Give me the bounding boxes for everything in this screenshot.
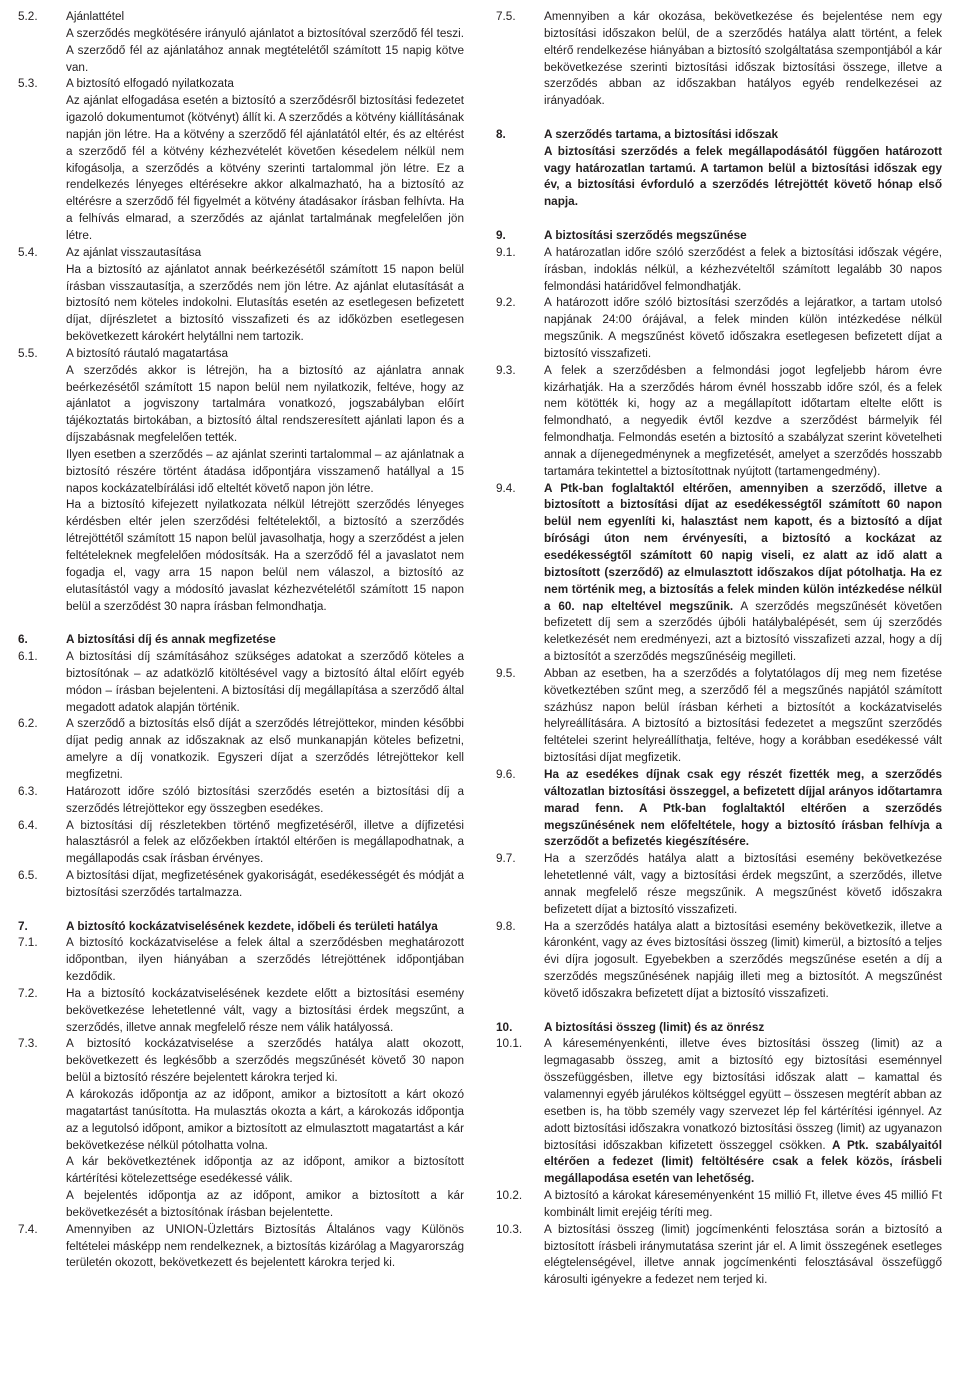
section-title: A biztosítási szerződés megszűnése bbox=[544, 228, 747, 242]
item-number: 6.2. bbox=[18, 717, 38, 731]
item-number: 7.4. bbox=[18, 1222, 38, 1236]
item-text: Ha a biztosító kockázatviselésének kezdete előtt a biztosítási esemény bekövetkezése lehetetlenné vált, vagy a biztosítási érdek megszűnt, a szerződés, illetve annak megfelelő része nem válik hatályossá. bbox=[66, 986, 464, 1034]
section-8 bbox=[496, 127, 942, 211]
item-10-1 bbox=[496, 1036, 942, 1188]
section-number: 7. bbox=[18, 919, 28, 933]
item-9-7 bbox=[496, 851, 942, 918]
item-7-5 bbox=[496, 9, 942, 110]
item-number: 9.8. bbox=[496, 919, 516, 933]
section-number: 6. bbox=[18, 633, 28, 647]
paragraph: Ha a biztosító kifejezett nyilatkozata nélkül létrejött szerződés lényeges kérdésben eltér jelen szerződési feltételektől, a biztosító a szerződés létrejöttétől számított 15 napon belül javasolhatja, hogy a szerződést a jelen feltételeknek megfelelően módosítsák. Ha a szerződő fél a javaslatot nem fogadja el, vagy arra 15 napon belül nem válaszol, a biztosító az elutasítástól vagy a módosító javaslat kézhezvételétől számított 15 napon belül a szerződést 30 napra írásban felmondhatja. bbox=[66, 498, 464, 613]
item-9-8 bbox=[496, 919, 942, 1003]
item-text: A szerződés megszűnését követően befizetett díj sem a szerződés újbóli hatálybalépését, sem új szerződés keletkezését nem eredményezi, azt a biztosító visszafizeti azzal, hogy a díj a biztosítót a szerződés megszűnéséig megilleti. bbox=[544, 599, 942, 664]
item-7-3 bbox=[18, 1036, 464, 1221]
item-6-3 bbox=[18, 784, 464, 818]
section-number: 5.3. bbox=[18, 77, 38, 91]
item-6-4 bbox=[18, 818, 464, 869]
item-10-3 bbox=[496, 1222, 942, 1289]
section-number: 9. bbox=[496, 228, 506, 242]
bold-text: A Ptk. szabályaitól eltérően a fedezet (limit) feltöltésére csak a felek közös, írásbeli megállapodása esetén van lehetőség. bbox=[544, 1138, 943, 1186]
section-title: A szerződés tartama, a biztosítási időszak bbox=[544, 127, 778, 141]
item-number: 9.5. bbox=[496, 666, 516, 680]
bold-text: A Ptk-ban foglaltaktól eltérően a szerződés megszűnésének nem előfeltétele, hogy a biztosító írásban felhívja a szerződőt a befizetés kiegészítésére. bbox=[544, 801, 942, 849]
item-text: A biztosító kockázatviselése a felek által a szerződésben meghatározott időpontban, ilyen hiányában a szerződés létrejöttének időpontjában kezdődik. bbox=[66, 936, 464, 984]
item-9-4 bbox=[496, 481, 942, 666]
item-7-4 bbox=[18, 1222, 464, 1273]
item-text: A biztosítási díjat, megfizetésének gyakoriságát, esedékességét és módját a biztosítási szerződés tartalmazza. bbox=[66, 869, 464, 899]
section-5-4 bbox=[18, 245, 464, 346]
item-text: Amennyiben az UNION-Üzlettárs Biztosítás Általános vagy Különös feltételei másképp nem rendelkeznek, a biztosítás kizárólag a Magyarország területén okozott, bekövetkezett és bejelentett károkra terjed ki. bbox=[66, 1222, 464, 1270]
item-text: A határozott időre szóló biztosítási szerződés a lejáratkor, a tartam utolsó napjának 24:00 órájával, a felek minden külön intézkedése nélkül megszűnik. A megszűnést követő időszakra esetlegesen befizetett díjat a biztosító visszafizeti. bbox=[544, 296, 942, 360]
section-number: 8. bbox=[496, 127, 506, 141]
paragraph: A biztosítási szerződés a felek megállapodásától függően határozott vagy határozatlan tartamú. A tartamon belül a biztosítási időszak egy év, a biztosítási évforduló a szerződés létrejöttét követő hónap első napja. bbox=[544, 144, 942, 209]
item-number: 9.4. bbox=[496, 481, 516, 495]
section-6-heading bbox=[18, 632, 464, 649]
section-7-heading bbox=[18, 919, 464, 936]
item-text: Határozott időre szóló biztosítási szerződés esetén a biztosítási díj a szerződés létrejöttekor egy összegben esedékes. bbox=[66, 784, 464, 815]
item-7-1 bbox=[18, 935, 464, 986]
section-10-heading bbox=[496, 1020, 942, 1037]
section-number: 5.2. bbox=[18, 10, 38, 23]
item-number: 9.1. bbox=[496, 245, 516, 259]
item-6-5 bbox=[18, 868, 464, 902]
item-text: Amennyiben a kár okozása, bekövetkezése és bejelentése nem egy biztosítási időszakon belül, de a szerződés hatálya alatt történt, a felek eltérő rendelkezése hiányában a biztosító szolgáltatása szempontjából a kár bekövetkezése szerinti biztosítási időszak biztosítási összege, illetve a szerződés abban az időszakban hatályos egyéb rendelkezései az irányadóak. bbox=[544, 10, 942, 108]
item-text: A felek a szerződésben a felmondási jogot legfeljebb három évre kizárhatják. Ha a szerződés három évnél hosszabb időre szól, és a felek nem kötötték ki, hogy az a megállapított időtartam eltelte előtt is felmondható, a negyedik évtől kezdve a szerződést bármelyik fél felmondhatja. Felmondás esetén a biztosító a szabályzat szerint követelheti annak a díjenegedménynek a megfizetését, amelyet a szerződés hosszabb tartamára tekintettel a biztosítottnak nyújtott (tartamengedmény). bbox=[544, 363, 942, 478]
item-number: 7.5. bbox=[496, 10, 516, 23]
item-text: A bejelentés időpontja az az időpont, amikor a biztosított a kár bekövetkezését a biztosítónak írásban bejelentette. bbox=[66, 1189, 464, 1219]
left-column bbox=[18, 9, 464, 1272]
item-9-6 bbox=[496, 767, 942, 851]
item-text: A határozatlan időre szóló szerződést a felek a biztosítási időszak végére, írásban, indoklás nélkül, a kézhezvételtől számított legalább 30 napos felmondási határidővel felmondhatják. bbox=[544, 245, 942, 293]
section-5-5 bbox=[18, 346, 464, 616]
item-number: 10.2. bbox=[496, 1189, 523, 1203]
bold-text: Ha az esedékes díjnak csak egy részét fizették meg, a szerződés változatlan biztosítási összeggel, a befizetett díjjal arányos időtartamra marad fenn. bbox=[544, 767, 942, 815]
item-number: 9.6. bbox=[496, 767, 516, 781]
item-number: 7.3. bbox=[18, 1037, 38, 1051]
item-number: 6.1. bbox=[18, 650, 38, 664]
section-title: Az ajánlat visszautasítása bbox=[66, 245, 202, 259]
section-number: 5.4. bbox=[18, 245, 38, 259]
item-text: A biztosítási díj számításához szükséges adatokat a szerződő köteles a biztosítónak – az adatközlő kitöltésével vagy a biztosító által előírt egyéb módon – írásban bejelenteni. A biztosítási díj megállapítása a szerződő által megadott adatok alapján történik. bbox=[66, 650, 464, 714]
item-number: 10.3. bbox=[496, 1222, 523, 1236]
section-title: A biztosítási díj és annak megfizetése bbox=[66, 633, 276, 647]
item-text: Abban az esetben, ha a szerződés a folytatólagos díj meg nem fizetése következtében szűnt meg, a szerződő fél a megszűnés napjától számított százhúsz napon belül írásban kérheti a biztosítót a kockázatviselés helyreállítására. A biztosító a biztosítási fedezetet a megszűnt szerződés feltételei szerint helyreállíthatja, feltéve, hogy a korábban esedékessé vált biztosítási díjat megfizetik. bbox=[544, 666, 942, 765]
section-title: A biztosítási összeg (limit) és az önrész bbox=[544, 1020, 765, 1034]
section-title: A biztosító elfogadó nyilatkozata bbox=[66, 77, 234, 91]
item-text: Ha a szerződés hatálya alatt a biztosítási esemény bekövetkezik, illetve a káronként, vagy az éves biztosítási összeg (limit) kimerül, a biztosító a teljes évi díjra jogosult. Egyebekben a szerződés megszűnése esetén a díj a szerződés megszűnésének napjáig illeti meg a biztosítót. A megszűnést követő időszakra befizetett díjat a biztosító visszafizeti. bbox=[544, 919, 942, 1000]
section-number: 10. bbox=[496, 1020, 513, 1034]
item-number: 6.3. bbox=[18, 784, 38, 798]
paragraph: Az ajánlat elfogadása esetén a biztosító a szerződésről biztosítási fedezetet igazoló dokumentumot (kötvényt) állít ki. A szerződés a kötvény kiállításának napján jön létre. Ha a kötvény a szerződő fél ajánlatától eltér, és az eltérést a szerződő fél a kötvény kézhezvételét követően késedelem nélkül nem kifogásolja, a szerződés a kötvény szerinti tartalommal jön létre. Ez a rendelkezés lényeges eltérésekre akkor alkalmazható, ha a biztosító az eltérésre a szerződő fél figyelmét a kötvény átadásakor írásban felhívta. Ha a felhívás elmarad, a szerződés az ajánlat tartalmának megfelelően jön létre. bbox=[66, 94, 464, 242]
item-9-1 bbox=[496, 245, 942, 296]
item-number: 10.1. bbox=[496, 1037, 523, 1051]
item-number: 7.2. bbox=[18, 986, 38, 1000]
section-5-3 bbox=[18, 76, 464, 244]
item-number: 6.5. bbox=[18, 869, 38, 883]
item-number: 9.7. bbox=[496, 852, 516, 866]
item-7-2 bbox=[18, 986, 464, 1037]
section-title: A biztosító ráutaló magatartása bbox=[66, 346, 228, 360]
item-text: A biztosító kockázatviselése a szerződés hatálya alatt okozott, bekövetkezett és legkésőbb a szerződés megszűnését követő 30 napon belül a biztosító részére bejelentett károkra terjed ki. bbox=[66, 1037, 464, 1085]
right-column bbox=[496, 9, 942, 1289]
item-number: 7.1. bbox=[18, 936, 38, 950]
paragraph: A szerződés megkötésére irányuló ajánlatot a biztosítóval szerződő fél teszi. A szerződő fél az ajánlatához annak megtételétől számított 15 napig kötve van. bbox=[66, 26, 464, 74]
item-9-5 bbox=[496, 666, 942, 767]
section-9-heading bbox=[496, 228, 942, 245]
item-number: 6.4. bbox=[18, 818, 38, 832]
item-text: A biztosítási összeg (limit) jogcímenkénti felosztása során a biztosító a biztosított írásbeli iránymutatása szerint jár el. A limit összegének esetleges elégtelenségével, illetve annak jogcímenkénti felosztásával összefüggő károsulti igényekre a fedezet nem terjed ki. bbox=[544, 1222, 942, 1287]
section-5-2 bbox=[18, 9, 464, 76]
paragraph: Ilyen esetben a szerződés – az ajánlat szerinti tartalommal – az ajánlatnak a biztosító részére történt átadása időpontjára visszamenő hatállyal a 15 napos kockázatelbírálási idő elteltét követő napon jön létre. bbox=[66, 447, 464, 495]
item-number: 9.3. bbox=[496, 363, 516, 377]
item-6-1 bbox=[18, 649, 464, 716]
section-number: 5.5. bbox=[18, 346, 38, 360]
item-text: Ha a szerződés hatálya alatt a biztosítási esemény bekövetkezése lehetetlenné vált, vagy a biztosítási érdek megszűnt, a szerződés, illetve annak megfelelő része megszűnik. A megszűnést követő időszakra befizetett díjat a biztosító visszafizeti. bbox=[544, 852, 942, 916]
section-title: Ajánlattétel bbox=[66, 10, 125, 23]
item-9-3 bbox=[496, 363, 942, 481]
item-number: 9.2. bbox=[496, 296, 516, 310]
item-6-2 bbox=[18, 716, 464, 783]
paragraph: A szerződés akkor is létrejön, ha a biztosító az ajánlatra annak beérkezésétől számított 15 napon belül nem nyilatkozik, feltéve, hogy az ajánlatot a jogviszony tartalmára vonatkozó, jogszabályban előírt tájékoztatás birtokában, a biztosító által rendszeresített ajánlati lapon és a díjszabásnak megfelelően tették. bbox=[66, 363, 464, 445]
item-text: A biztosítási díj részletekben történő megfizetéséről, illetve a díjfizetési halasztásról a felek az előzőekben írtaktól eltérően is megállapodhatnak, a megállapodás csak írásban érvényes. bbox=[66, 818, 464, 866]
item-text: A kár bekövetkeztének időpontja az az időpont, amikor a biztosított kártérítési kötelezettsége esedékessé válik. bbox=[66, 1155, 464, 1186]
item-text: A szerződő a biztosítás első díját a szerződés létrejöttekor, minden későbbi díjat pedig annak az időszaknak az első munkanapján köteles befizetni, amelyre a díj vonatkozik. Egyszeri díjat a szerződés létrejöttekor kell megfizetni. bbox=[66, 717, 464, 781]
item-text: A káreseményenkénti, illetve éves biztosítási összeg (limit) az a legmagasabb összeg, amit a biztosító egy biztosítási eseménnyel összefüggésben, illetve egy biztosítási időszak alatt – kamattal és valamennyi egyéb járulékos költséggel együtt – összesen megtérít abban az esetben is, ha több személy vagy szervezet lép fel kártérítési igénnyel. Az adott biztosítási időszakra vonatkozó biztosítási összeg (limit) az ugyanazon biztosítási időszakban kifizetett összeggel csökken. bbox=[544, 1037, 942, 1152]
paragraph: Ha a biztosító az ajánlatot annak beérkezésétől számított 15 napon belül írásban visszautasítja, a szerződés nem jön létre. Az ajánlat elutasítását a biztosító nem köteles indokolni. Elutasítás esetén az esetlegesen befizetett díjat, díjrészletet a biztosító visszafizeti és az időközben esetlegesen bekövetkezett károkért helytállni nem tartozik. bbox=[66, 262, 464, 344]
section-title: A biztosító kockázatviselésének kezdete, időbeli és területi hatálya bbox=[66, 919, 438, 933]
item-9-2 bbox=[496, 295, 942, 362]
item-text: A károkozás időpontja az az időpont, amikor a biztosított a kárt okozó magatartást tanúsította. Ha mulasztás okozta a kárt, a károkozás időpontja az a legutolsó időpont, amikor a biztosított az elmulasztott magatartást a kár bekövetkezése nélkül pótolhatta volna. bbox=[66, 1088, 464, 1152]
item-10-2 bbox=[496, 1188, 942, 1222]
item-text: A biztosító a károkat káreseményenként 15 millió Ft, illetve éves 45 millió Ft kombinált limit erejéig téríti meg. bbox=[544, 1189, 942, 1219]
bold-text: A Ptk-ban foglaltaktól eltérően, amennyiben a szerződő, illetve a biztosított a biztosítási díjat az esedékességtől számított 60 napon belül nem egyenlíti ki, halasztást nem kapott, és a biztosító a díjat bírósági úton nem érvényesíti, a biztosító a kockázat az esedékességtől számított 60 napig viseli, ez alatt az idő alatt a biztosított (szerződő) az elmulasztott időszakos díjat pótolhatja. Ha ez nem történik meg, a biztosítás a felek minden külön intézkedése nélkül a 60. nap elteltével megszűnik. bbox=[544, 481, 942, 613]
